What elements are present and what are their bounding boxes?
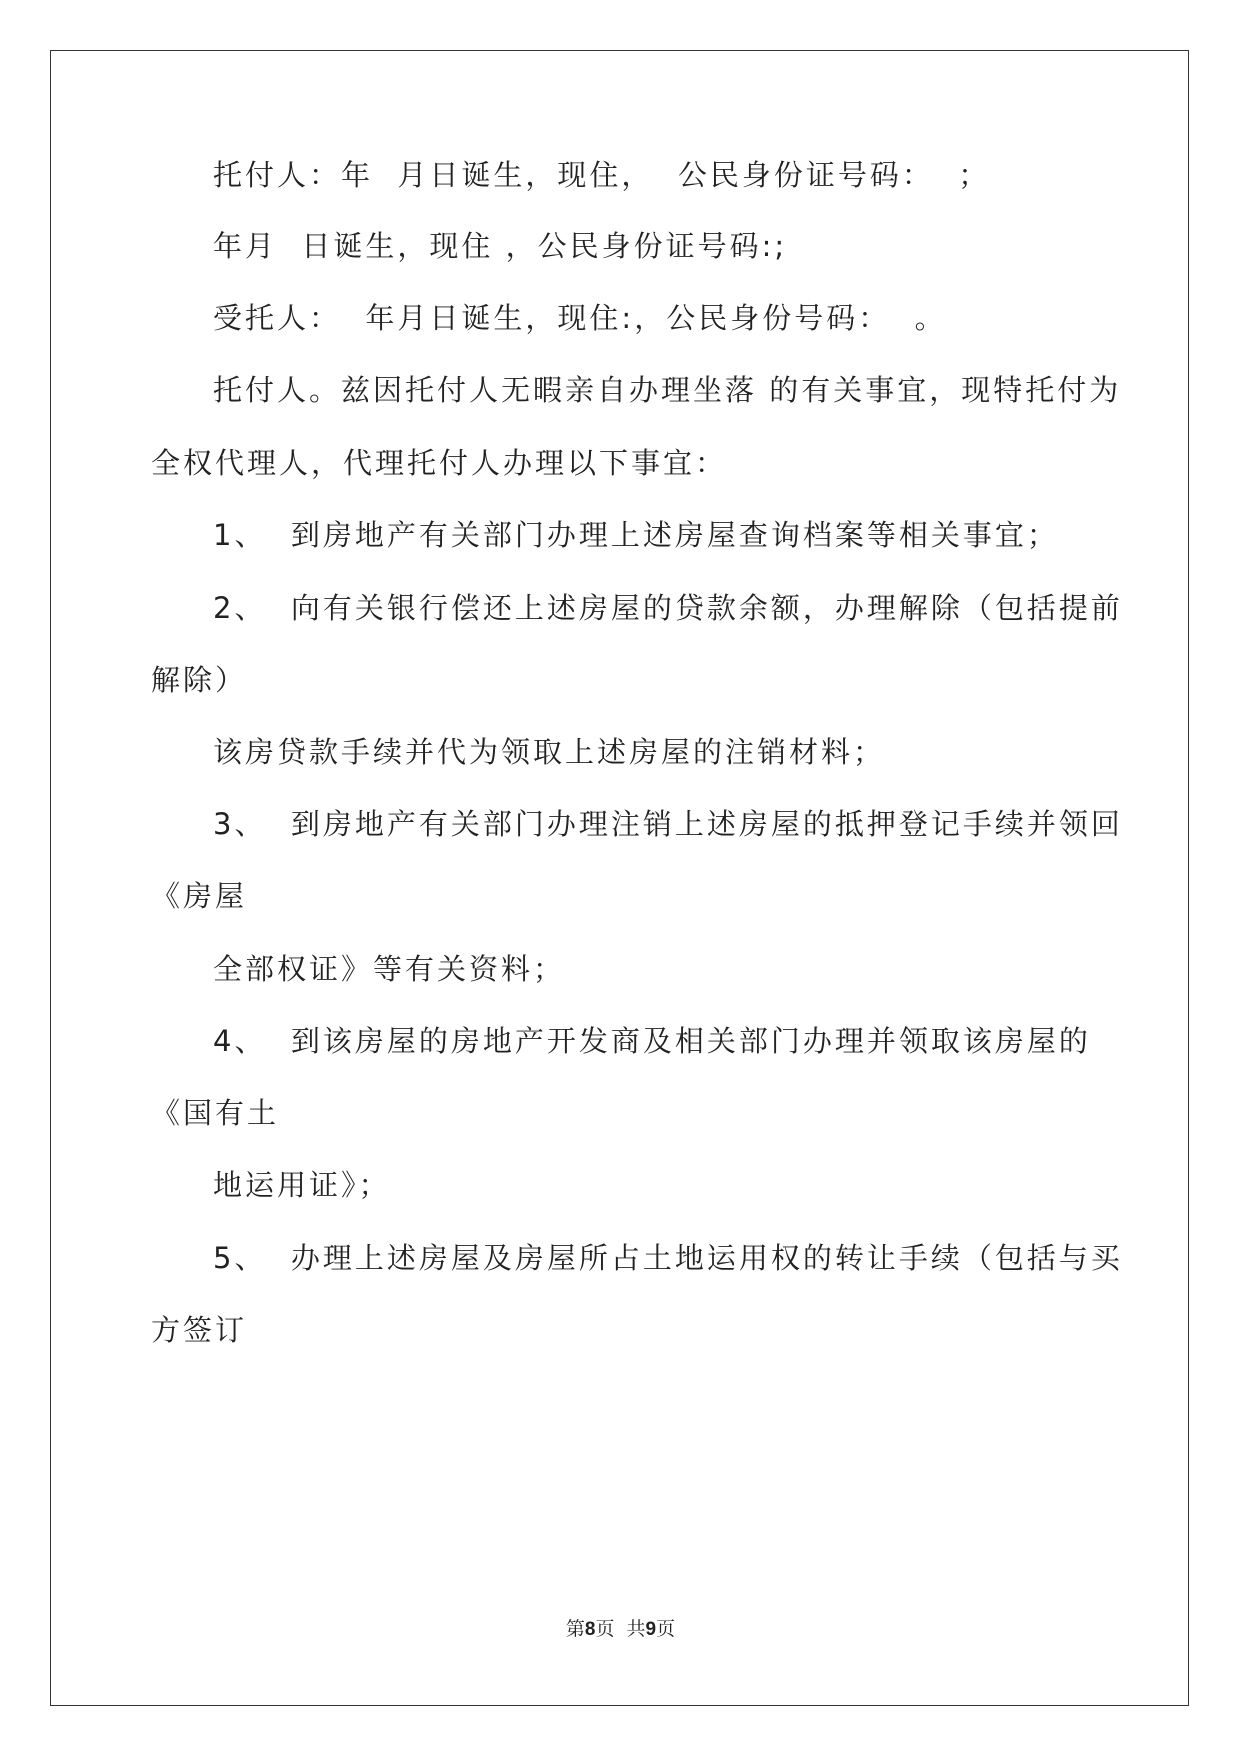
text-line-15: 地运用证》； xyxy=(213,1168,391,1202)
text-line-16: 5、 办理上述房屋及房屋所占土地运用权的转让手续（包括与买 xyxy=(213,1241,1123,1275)
text-line-4: 托付人。兹因托付人无暇亲自办理坐落 的有关事宜，现特托付为 xyxy=(213,373,1122,407)
text-line-13: 4、 到该房屋的房地产开发商及相关部门办理并领取该房屋的 xyxy=(213,1024,1091,1058)
footer-middle: 页 共 xyxy=(595,1618,646,1640)
text-line-17: 方签订 xyxy=(151,1313,248,1347)
current-page-number: 8 xyxy=(584,1619,596,1640)
text-line-1: 托付人：年 月日诞生，现住， 公民身份证号码： ； xyxy=(213,158,991,192)
text-line-10: 3、 到房地产有关部门办理注销上述房屋的抵押登记手续并领回 xyxy=(213,807,1123,841)
text-line-3: 受托人： 年月日诞生，现住:，公民身份号码： 。 xyxy=(213,301,947,335)
text-line-9: 该房贷款手续并代为领取上述房屋的注销材料； xyxy=(213,735,886,769)
text-line-8: 解除） xyxy=(151,663,248,697)
text-line-14: 《国有土 xyxy=(151,1096,280,1130)
footer-suffix: 页 xyxy=(656,1618,676,1640)
total-page-number: 9 xyxy=(645,1619,657,1640)
text-line-11: 《房屋 xyxy=(151,879,248,913)
text-line-12: 全部权证》等有关资料； xyxy=(213,952,566,986)
text-line-2: 年月 日诞生，现住 ，公民身份证号码:; xyxy=(213,229,788,263)
text-line-6: 1、 到房地产有关部门办理上述房屋查询档案等相关事宜； xyxy=(213,518,1059,552)
page-footer xyxy=(0,1614,1241,1641)
footer-prefix: 第 xyxy=(565,1618,585,1640)
text-line-5: 全权代理人，代理托付人办理以下事宜： xyxy=(151,446,728,480)
text-line-7: 2、 向有关银行偿还上述房屋的贷款余额，办理解除（包括提前 xyxy=(213,591,1123,625)
